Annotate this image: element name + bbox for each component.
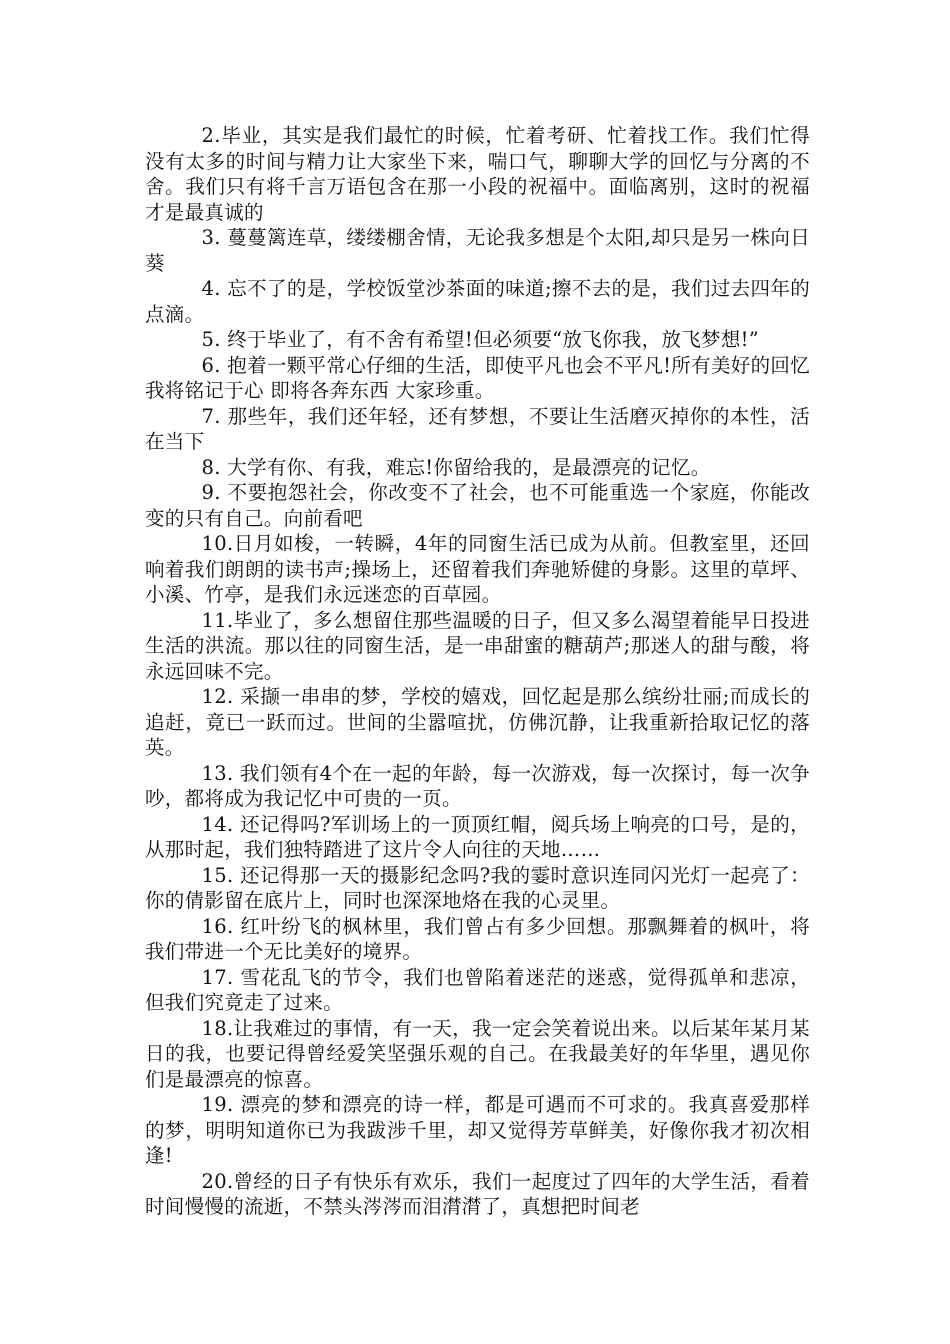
paragraph-14: 14. 还记得吗?军训场上的一顶顶红帽，阅兵场上响亮的口号，是的，从那时起，我们独特踏进了这片令人向往的天地…… [145,812,810,861]
paragraph-8: 8. 大学有你、有我，难忘!你留给我的，是最漂亮的记忆。 [201,455,711,479]
paragraph-15: 15. 还记得那一天的摄影纪念吗?我的霎时意识连同闪光灯一起亮了：你的倩影留在底片上，同时也深深地烙在我的心灵里。 [145,863,810,912]
paragraph-7: 7. 那些年，我们还年轻，还有梦想，不要让生活磨灭掉你的本性，活在当下 [145,404,810,453]
paragraph-3: 3. 蔓蔓篱连草，缕缕棚舍情，无论我多想是个太阳,却只是另一株向日葵 [145,226,810,275]
paragraph-12: 12. 采撷一串串的梦，学校的嬉戏，回忆起是那么缤纷壮丽;而成长的追赶，竟已一跃而过。世间的尘嚣喧扰，仿佛沉静，让我重新拾取记忆的落英。 [145,685,810,759]
paragraph-18: 18.让我难过的事情，有一天，我一定会笑着说出来。以后某年某月某日的我，也要记得曾经爱笑坚强乐观的自己。在我最美好的年华里，遇见你们是最漂亮的惊喜。 [145,1016,810,1091]
paragraph-20: 20.曾经的日子有快乐有欢乐，我们一起度过了四年的大学生活，看着时间慢慢的流逝，不禁头涔涔而泪潸潸了，真想把时间老 [145,1169,810,1218]
paragraph-10: 10.日月如梭，一转瞬，4年的同窗生活已成为从前。但教室里，还回响着我们朗朗的读书声;操场上，还留着我们奔驰矫健的身影。这里的草坪、小溪、竹亭，是我们永远迷恋的百草园。 [145,532,810,606]
paragraph-5: 5. 终于毕业了，有不舍有希望!但必须要“放飞你我，放飞梦想!” [201,328,760,351]
document-body [145,123,810,1220]
paragraph-19: 19. 漂亮的梦和漂亮的诗一样，都是可遇而不可求的。我真喜爱那样的梦，明明知道你已为我跋涉千里，却又觉得芳草鲜美，好像你我才初次相逢! [145,1093,810,1167]
paragraph-9: 9. 不要抱怨社会，你改变不了社会，也不可能重选一个家庭，你能改变的只有自己。向前看吧 [145,481,810,530]
paragraph-4: 4. 忘不了的是，学校饭堂沙茶面的味道;擦不去的是，我们过去四年的点滴。 [145,277,810,326]
paragraph-2: 2.毕业，其实是我们最忙的时候，忙着考研、忙着找工作。我们忙得没有太多的时间与精力让大家坐下来，喘口气，聊聊大学的回忆与分离的不舍。我们只有将千言万语包含在那一小段的祝福中。面临离别，这时的祝福才是最真诚的 [145,124,810,224]
paragraph-13: 13. 我们领有4个在一起的年龄，每一次游戏，每一次探讨，每一次争吵，都将成为我记忆中可贵的一页。 [145,761,810,810]
paragraph-17: 17. 雪花乱飞的节令，我们也曾陷着迷茫的迷惑，觉得孤单和悲凉，但我们究竟走了过来。 [145,965,810,1014]
paragraph-6: 6. 抱着一颗平常心仔细的生活，即使平凡也会不平凡!所有美好的回忆 我将铭记于心 即将各奔东西 大家珍重。 [145,353,810,402]
paragraph-16: 16. 红叶纷飞的枫林里，我们曾占有多少回想。那飘舞着的枫叶，将我们带进一个无比美好的境界。 [145,914,810,963]
paragraph-11: 11.毕业了，多么想留住那些温暖的日子，但又多么渴望着能早日投进生活的洪流。那以往的同窗生活，是一串甜蜜的糖葫芦;那迷人的甜与酸，将永远回味不完。 [145,608,810,683]
